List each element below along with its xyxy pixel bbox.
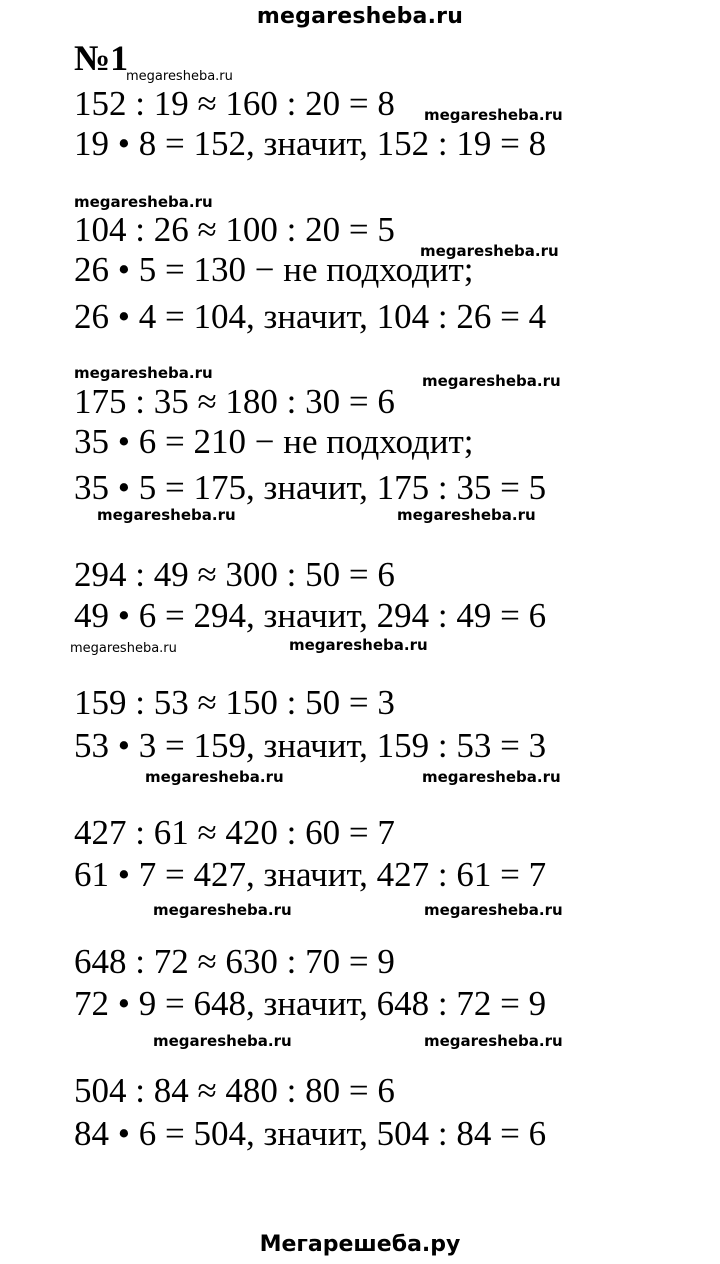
- solution-line: 159 : 53 ≈ 150 : 50 = 3: [74, 683, 395, 722]
- watermark: megaresheba.ru: [74, 364, 213, 382]
- solution-line: 72 • 9 = 648, значит, 648 : 72 = 9: [74, 984, 547, 1023]
- watermark: megaresheba.ru: [126, 69, 233, 84]
- footer-site-name: Мегарешеба.ру: [259, 1232, 461, 1257]
- watermark: megaresheba.ru: [420, 242, 559, 260]
- watermark: megaresheba.ru: [153, 901, 292, 919]
- solution-line: 104 : 26 ≈ 100 : 20 = 5: [74, 210, 395, 249]
- watermark: megaresheba.ru: [70, 641, 177, 656]
- solution-line: 152 : 19 ≈ 160 : 20 = 8: [74, 84, 395, 123]
- watermark: megaresheba.ru: [424, 1032, 563, 1050]
- watermark: megaresheba.ru: [422, 372, 561, 390]
- solution-line: 61 • 7 = 427, значит, 427 : 61 = 7: [74, 855, 547, 894]
- watermark: megaresheba.ru: [424, 106, 563, 124]
- problem-number: №1: [74, 38, 129, 78]
- watermark: megaresheba.ru: [289, 636, 428, 654]
- solution-line: 427 : 61 ≈ 420 : 60 = 7: [74, 813, 395, 852]
- solution-line: 35 • 5 = 175, значит, 175 : 35 = 5: [74, 468, 547, 507]
- watermark: megaresheba.ru: [153, 1032, 292, 1050]
- solution-line: 53 • 3 = 159, значит, 159 : 53 = 3: [74, 726, 547, 765]
- solution-line: 648 : 72 ≈ 630 : 70 = 9: [74, 942, 395, 981]
- solution-line: 26 • 4 = 104, значит, 104 : 26 = 4: [74, 297, 547, 336]
- watermark: megaresheba.ru: [97, 506, 236, 524]
- solution-line: 84 • 6 = 504, значит, 504 : 84 = 6: [74, 1114, 547, 1153]
- watermark: megaresheba.ru: [424, 901, 563, 919]
- solution-line: 26 • 5 = 130 − не подходит;: [74, 250, 474, 289]
- solution-line: 175 : 35 ≈ 180 : 30 = 6: [74, 382, 395, 421]
- solution-line: 504 : 84 ≈ 480 : 80 = 6: [74, 1071, 395, 1110]
- header-site-name: megaresheba.ru: [256, 4, 464, 29]
- watermark: megaresheba.ru: [422, 768, 561, 786]
- solution-line: 49 • 6 = 294, значит, 294 : 49 = 6: [74, 596, 547, 635]
- watermark: megaresheba.ru: [397, 506, 536, 524]
- watermark: megaresheba.ru: [145, 768, 284, 786]
- watermark: megaresheba.ru: [74, 193, 213, 211]
- solution-line: 294 : 49 ≈ 300 : 50 = 6: [74, 555, 395, 594]
- solution-line: 19 • 8 = 152, значит, 152 : 19 = 8: [74, 124, 547, 163]
- solution-line: 35 • 6 = 210 − не подходит;: [74, 422, 474, 461]
